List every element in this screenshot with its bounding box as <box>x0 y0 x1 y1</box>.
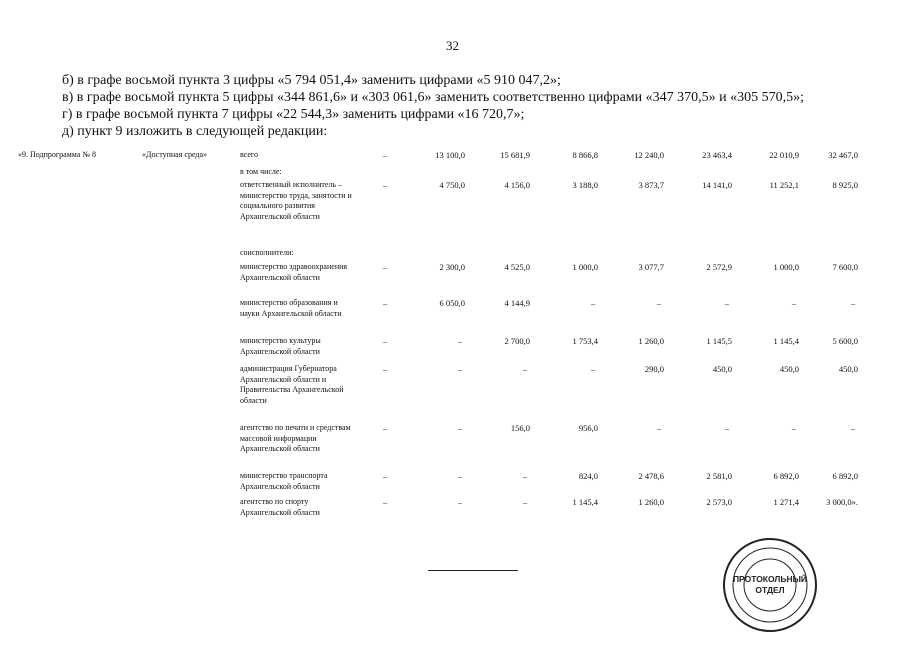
table-row-label: соисполнители: <box>240 248 294 257</box>
table-cell-dash: – <box>382 150 388 160</box>
table-cell-value: 12 240,0 <box>634 150 664 160</box>
table-cell-value: 3 000,0». <box>826 497 858 507</box>
table-cell-dash: – <box>457 497 463 507</box>
table-cell-value: 4 750,0 <box>439 180 465 190</box>
table-row-label: агентство по спорту Архангельской области <box>240 497 320 517</box>
table-cell-dash: – <box>382 298 388 308</box>
page-number: 32 <box>446 38 459 53</box>
table-cell-value: 156,0 <box>510 423 530 433</box>
table-cell-dash: – <box>382 471 388 481</box>
table-cell-value: 450,0 <box>779 364 799 374</box>
table-cell-dash: – <box>382 180 388 190</box>
table-cell-value: 4 525,0 <box>504 262 530 272</box>
table-cell-value: 2 581,0 <box>706 471 732 481</box>
table-cell-value: 1 145,4 <box>572 497 598 507</box>
table-cell-value: 1 260,0 <box>638 497 664 507</box>
table-cell-dash: – <box>724 298 730 308</box>
table-cell-value: 8 866,8 <box>572 150 598 160</box>
table-cell-value: 3 873,7 <box>638 180 664 190</box>
instruction-g: г) в графе восьмой пункта 7 цифры «22 544,3» заменить цифрами «16 720,7»; <box>62 107 525 122</box>
table-cell-value: 13 100,0 <box>435 150 465 160</box>
table-row-label: министерство образования и науки Архангельской области <box>240 298 342 318</box>
table-cell-value: 956,0 <box>578 423 598 433</box>
table-cell-dash: – <box>382 497 388 507</box>
instruction-b: б) в графе восьмой пункта 3 цифры «5 794 051,4» заменить цифрами «5 910 047,2»; <box>62 73 561 88</box>
table-cell-value: 6 892,0 <box>773 471 799 481</box>
table-cell-value: 1 145,5 <box>706 336 732 346</box>
instruction-v: в) в графе восьмой пункта 5 цифры «344 861,6» и «303 061,6» заменить соответственно цифрами «347 370,5» и «305 570,5»; <box>62 90 805 105</box>
table-cell-dash: – <box>522 364 528 374</box>
table-cell-value: 14 141,0 <box>702 180 732 190</box>
table-cell-value: 1 000,0 <box>773 262 799 272</box>
table-cell-dash: – <box>382 336 388 346</box>
table-cell-dash: – <box>656 423 662 433</box>
table-cell-value: 3 188,0 <box>572 180 598 190</box>
table-cell-dash: – <box>457 423 463 433</box>
table-cell-dash: – <box>382 423 388 433</box>
table-cell-value: 1 753,4 <box>572 336 598 346</box>
table-cell-value: 450,0 <box>712 364 732 374</box>
table-cell-value: 2 572,9 <box>706 262 732 272</box>
table-row-label: в том числе: <box>240 167 282 176</box>
table-cell-dash: – <box>656 298 662 308</box>
table-cell-dash: – <box>791 298 797 308</box>
stamp-text-line1: ПРОТОКОЛЬНЫЙ <box>732 574 808 584</box>
stamp-text-line2: ОТДЕЛ <box>755 585 785 595</box>
table-cell-dash: – <box>590 364 596 374</box>
table-cell-value: 1 000,0 <box>572 262 598 272</box>
table-cell-value: 2 300,0 <box>439 262 465 272</box>
table-cell-dash: – <box>590 298 596 308</box>
table-cell-dash: – <box>382 364 388 374</box>
table-cell-value: 8 925,0 <box>832 180 858 190</box>
program-name-cell: «Доступная среда» <box>142 150 208 159</box>
table-cell-value: 15 681,9 <box>500 150 530 160</box>
table-row-label: администрация Губернатора Архангельской области и Правительства Архангельской области <box>240 364 344 405</box>
table-cell-value: 2 700,0 <box>504 336 530 346</box>
table-cell-value: 2 478,6 <box>638 471 664 481</box>
table-row-label: агентство по печати и средствам массовой информации Архангельской области <box>240 423 351 453</box>
table-cell-value: 2 573,0 <box>706 497 732 507</box>
table-cell-value: 4 156,0 <box>504 180 530 190</box>
protocol-stamp <box>705 535 835 640</box>
table-cell-dash: – <box>382 262 388 272</box>
table-cell-dash: – <box>791 423 797 433</box>
table-cell-dash: – <box>850 298 856 308</box>
table-cell-value: 4 144,9 <box>504 298 530 308</box>
table-cell-value: 1 145,4 <box>773 336 799 346</box>
table-cell-value: 1 271,4 <box>773 497 799 507</box>
table-cell-value: 7 600,0 <box>832 262 858 272</box>
signature-line <box>428 570 518 571</box>
table-cell-value: 6 892,0 <box>832 471 858 481</box>
instruction-d: д) пункт 9 изложить в следующей редакции: <box>62 124 328 139</box>
program-cell: «9. Подпрограмма № 8 <box>18 150 96 159</box>
table-cell-value: 5 600,0 <box>832 336 858 346</box>
table-cell-dash: – <box>850 423 856 433</box>
table-cell-value: 6 050,0 <box>439 298 465 308</box>
table-cell-value: 32 467,0 <box>828 150 858 160</box>
table-cell-dash: – <box>457 471 463 481</box>
table-cell-value: 23 463,4 <box>702 150 732 160</box>
table-cell-value: 11 252,1 <box>769 180 799 190</box>
table-cell-dash: – <box>457 336 463 346</box>
table-cell-value: 1 260,0 <box>638 336 664 346</box>
table-row-label: ответственный исполнитель – министерство труда, занятости и социального развития Архангельской области <box>240 180 352 221</box>
table-cell-value: 824,0 <box>578 471 598 481</box>
table-cell-dash: – <box>522 497 528 507</box>
table-cell-value: 3 077,7 <box>638 262 664 272</box>
table-cell-dash: – <box>457 364 463 374</box>
table-row-label: министерство здравоохранения Архангельской области <box>240 262 348 282</box>
table-cell-value: 22 010,9 <box>769 150 799 160</box>
table-row-label: министерство транспорта Архангельской области <box>240 471 328 491</box>
table-row-label: министерство культуры Архангельской области <box>240 336 321 356</box>
table-cell-value: 450,0 <box>838 364 858 374</box>
table-cell-dash: – <box>724 423 730 433</box>
table-cell-value: 290,0 <box>644 364 664 374</box>
table-cell-dash: – <box>522 471 528 481</box>
table-row-label: всего <box>240 150 259 159</box>
